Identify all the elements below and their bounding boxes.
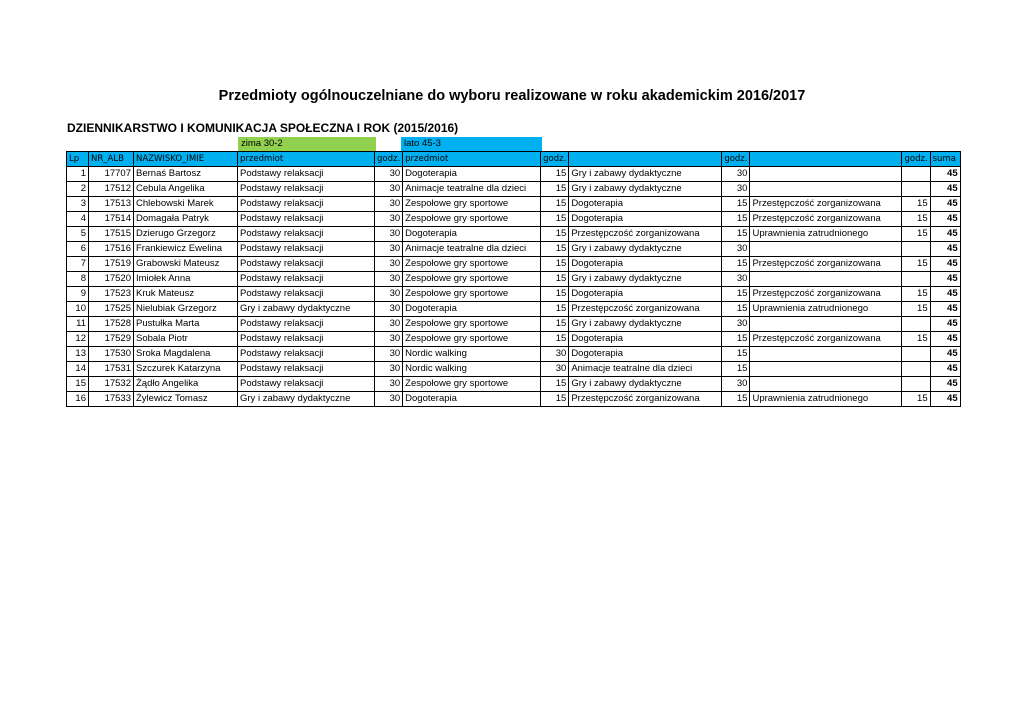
cell-hours-2: 15 — [541, 182, 569, 197]
cell-subject-4 — [750, 377, 902, 392]
season-summer-label: lato 45-3 — [401, 137, 542, 151]
cell-subject-4: Uprawnienia zatrudnionego — [750, 227, 902, 242]
cell-hours-1: 30 — [375, 182, 403, 197]
cell-student-name: Chlebowski Marek — [134, 197, 238, 212]
cell-total: 45 — [930, 347, 960, 362]
table-row — [67, 347, 961, 362]
cell-subject-3: Dogoterapia — [569, 197, 722, 212]
cell-student-name: Dzierugo Grzegorz — [134, 227, 238, 242]
cell-lp: 16 — [67, 392, 89, 407]
cell-hours-1: 30 — [375, 257, 403, 272]
table-row — [67, 242, 961, 257]
cell-nr-alb: 17525 — [89, 302, 134, 317]
cell-subject-3: Gry i zabawy dydaktyczne — [569, 167, 722, 182]
cell-nr-alb: 17532 — [89, 377, 134, 392]
cell-lp: 4 — [67, 212, 89, 227]
cell-lp: 11 — [67, 317, 89, 332]
cell-subject-4: Przestępczość zorganizowana — [750, 197, 902, 212]
cell-subject-4 — [750, 167, 902, 182]
cell-subject-1: Podstawy relaksacji — [238, 227, 375, 242]
cell-hours-3: 30 — [722, 167, 750, 182]
cell-hours-2: 15 — [541, 332, 569, 347]
cell-hours-4: 15 — [902, 392, 930, 407]
table-row — [67, 167, 961, 182]
cell-student-name: Domagała Patryk — [134, 212, 238, 227]
cell-nr-alb: 17533 — [89, 392, 134, 407]
table-row — [67, 317, 961, 332]
cell-lp: 7 — [67, 257, 89, 272]
cell-nr-alb: 17529 — [89, 332, 134, 347]
table-row — [67, 332, 961, 347]
cell-lp: 13 — [67, 347, 89, 362]
cell-hours-2: 15 — [541, 287, 569, 302]
header-przedmiot-1: przedmiot — [238, 152, 375, 167]
cell-subject-1: Podstawy relaksacji — [238, 167, 375, 182]
cell-student-name: Grabowski Mateusz — [134, 257, 238, 272]
cell-lp: 9 — [67, 287, 89, 302]
cell-lp: 12 — [67, 332, 89, 347]
cell-subject-2: Zespołowe gry sportowe — [403, 317, 541, 332]
cell-subject-2: Dogoterapia — [403, 167, 541, 182]
cell-nr-alb: 17531 — [89, 362, 134, 377]
cell-hours-3: 30 — [722, 182, 750, 197]
cell-nr-alb: 17516 — [89, 242, 134, 257]
cell-lp: 15 — [67, 377, 89, 392]
cell-hours-4: 15 — [902, 197, 930, 212]
cell-student-name: Szczurek Katarzyna — [134, 362, 238, 377]
cell-hours-4 — [902, 242, 930, 257]
cell-subject-2: Dogoterapia — [403, 227, 541, 242]
cell-total: 45 — [930, 212, 960, 227]
cell-nr-alb: 17519 — [89, 257, 134, 272]
cell-hours-3: 30 — [722, 377, 750, 392]
cell-subject-2: Zespołowe gry sportowe — [403, 332, 541, 347]
header-nazwisko-imie: NAZWISKO_IMIE — [134, 152, 238, 167]
cell-hours-3: 15 — [722, 332, 750, 347]
cell-subject-3: Gry i zabawy dydaktyczne — [569, 377, 722, 392]
cell-subject-3: Gry i zabawy dydaktyczne — [569, 182, 722, 197]
cell-subject-1: Podstawy relaksacji — [238, 182, 375, 197]
cell-hours-1: 30 — [375, 317, 403, 332]
cell-hours-1: 30 — [375, 272, 403, 287]
cell-hours-4 — [902, 167, 930, 182]
table-header-row — [67, 152, 961, 167]
header-godz-3: godz. — [722, 152, 750, 167]
cell-subject-1: Gry i zabawy dydaktyczne — [238, 392, 375, 407]
cell-hours-4 — [902, 377, 930, 392]
table-row — [67, 287, 961, 302]
cell-subject-1: Podstawy relaksacji — [238, 317, 375, 332]
cell-subject-2: Nordic walking — [403, 362, 541, 377]
cell-subject-2: Zespołowe gry sportowe — [403, 272, 541, 287]
season-winter-label: zima 30-2 — [238, 137, 376, 151]
cell-student-name: Kruk Mateusz — [134, 287, 238, 302]
cell-subject-2: Animacje teatralne dla dzieci — [403, 182, 541, 197]
cell-subject-4: Przestępczość zorganizowana — [750, 332, 902, 347]
cell-subject-1: Gry i zabawy dydaktyczne — [238, 302, 375, 317]
cell-subject-2: Zespołowe gry sportowe — [403, 197, 541, 212]
cell-subject-2: Nordic walking — [403, 347, 541, 362]
table-row — [67, 182, 961, 197]
cell-hours-3: 15 — [722, 197, 750, 212]
cell-subject-1: Podstawy relaksacji — [238, 377, 375, 392]
table-row — [67, 227, 961, 242]
cell-student-name: Pustułka Marta — [134, 317, 238, 332]
cell-nr-alb: 17514 — [89, 212, 134, 227]
header-nr-alb: NR_ALB — [89, 152, 134, 167]
cell-hours-3: 15 — [722, 257, 750, 272]
cell-subject-3: Przestępczość zorganizowana — [569, 227, 722, 242]
cell-hours-1: 30 — [375, 302, 403, 317]
cell-hours-2: 15 — [541, 212, 569, 227]
document-title: Przedmioty ogólnouczelniane do wyboru realizowane w roku akademickim 2016/2017 — [218, 88, 806, 104]
cell-total: 45 — [930, 167, 960, 182]
cell-subject-4 — [750, 317, 902, 332]
cell-subject-3: Dogoterapia — [569, 257, 722, 272]
cell-subject-4: Uprawnienia zatrudnionego — [750, 302, 902, 317]
cell-subject-2: Animacje teatralne dla dzieci — [403, 242, 541, 257]
header-suma: suma — [930, 152, 960, 167]
cell-nr-alb: 17520 — [89, 272, 134, 287]
cell-hours-4: 15 — [902, 227, 930, 242]
cell-student-name: Frankiewicz Ewelina — [134, 242, 238, 257]
cell-hours-4: 15 — [902, 287, 930, 302]
cell-nr-alb: 17512 — [89, 182, 134, 197]
cell-lp: 10 — [67, 302, 89, 317]
cell-subject-4 — [750, 242, 902, 257]
cell-student-name: Sobala Piotr — [134, 332, 238, 347]
cell-hours-4 — [902, 362, 930, 377]
cell-hours-3: 30 — [722, 242, 750, 257]
cell-nr-alb: 17515 — [89, 227, 134, 242]
cell-hours-3: 15 — [722, 287, 750, 302]
cell-total: 45 — [930, 257, 960, 272]
cell-hours-2: 15 — [541, 377, 569, 392]
cell-subject-2: Zespołowe gry sportowe — [403, 212, 541, 227]
cell-subject-1: Podstawy relaksacji — [238, 212, 375, 227]
cell-subject-4: Przestępczość zorganizowana — [750, 287, 902, 302]
cell-subject-3: Przestępczość zorganizowana — [569, 392, 722, 407]
cell-hours-1: 30 — [375, 332, 403, 347]
cell-nr-alb: 17528 — [89, 317, 134, 332]
cell-lp: 14 — [67, 362, 89, 377]
table-row — [67, 197, 961, 212]
table-row — [67, 392, 961, 407]
cell-lp: 1 — [67, 167, 89, 182]
cell-subject-3: Dogoterapia — [569, 332, 722, 347]
courses-table — [66, 151, 961, 407]
cell-hours-3: 30 — [722, 317, 750, 332]
cell-hours-1: 30 — [375, 197, 403, 212]
cell-subject-4: Przestępczość zorganizowana — [750, 257, 902, 272]
cell-subject-3: Dogoterapia — [569, 287, 722, 302]
cell-total: 45 — [930, 317, 960, 332]
cell-hours-3: 15 — [722, 302, 750, 317]
cell-subject-3: Dogoterapia — [569, 347, 722, 362]
cell-hours-1: 30 — [375, 287, 403, 302]
cell-lp: 3 — [67, 197, 89, 212]
cell-hours-4: 15 — [902, 302, 930, 317]
header-godz-4: godz. — [902, 152, 930, 167]
cell-hours-2: 15 — [541, 257, 569, 272]
cell-hours-2: 30 — [541, 362, 569, 377]
cell-nr-alb: 17513 — [89, 197, 134, 212]
cell-hours-1: 30 — [375, 227, 403, 242]
cell-subject-3: Przestępczość zorganizowana — [569, 302, 722, 317]
cell-total: 45 — [930, 362, 960, 377]
cell-subject-1: Podstawy relaksacji — [238, 257, 375, 272]
cell-subject-2: Dogoterapia — [403, 392, 541, 407]
cell-student-name: Sroka Magdalena — [134, 347, 238, 362]
cell-hours-2: 15 — [541, 302, 569, 317]
cell-subject-1: Podstawy relaksacji — [238, 362, 375, 377]
cell-hours-1: 30 — [375, 392, 403, 407]
cell-total: 45 — [930, 227, 960, 242]
cell-lp: 2 — [67, 182, 89, 197]
table-row — [67, 377, 961, 392]
table-row — [67, 302, 961, 317]
cell-subject-4: Przestępczość zorganizowana — [750, 212, 902, 227]
cell-hours-1: 30 — [375, 347, 403, 362]
cell-hours-2: 15 — [541, 242, 569, 257]
cell-hours-2: 15 — [541, 167, 569, 182]
cell-hours-1: 30 — [375, 242, 403, 257]
header-godz-1: godz. — [375, 152, 403, 167]
header-przedmiot-4 — [750, 152, 902, 167]
cell-subject-2: Zespołowe gry sportowe — [403, 257, 541, 272]
cell-subject-2: Dogoterapia — [403, 302, 541, 317]
cell-total: 45 — [930, 287, 960, 302]
cell-hours-2: 15 — [541, 197, 569, 212]
cell-subject-4 — [750, 347, 902, 362]
cell-lp: 5 — [67, 227, 89, 242]
cell-hours-4 — [902, 182, 930, 197]
cell-hours-2: 15 — [541, 272, 569, 287]
cell-student-name: Imiołek Anna — [134, 272, 238, 287]
cell-hours-1: 30 — [375, 362, 403, 377]
table-row — [67, 272, 961, 287]
cell-student-name: Cebula Angelika — [134, 182, 238, 197]
cell-total: 45 — [930, 182, 960, 197]
header-godz-2: godz. — [541, 152, 569, 167]
cell-hours-3: 15 — [722, 362, 750, 377]
cell-subject-1: Podstawy relaksacji — [238, 197, 375, 212]
cell-hours-1: 30 — [375, 167, 403, 182]
cell-hours-2: 15 — [541, 227, 569, 242]
cell-hours-4: 15 — [902, 332, 930, 347]
cell-hours-3: 15 — [722, 392, 750, 407]
cell-subject-3: Gry i zabawy dydaktyczne — [569, 272, 722, 287]
cell-nr-alb: 17530 — [89, 347, 134, 362]
cell-student-name: Żądło Angelika — [134, 377, 238, 392]
cell-hours-4: 15 — [902, 257, 930, 272]
cell-subject-2: Zespołowe gry sportowe — [403, 287, 541, 302]
cell-subject-4 — [750, 272, 902, 287]
cell-hours-3: 15 — [722, 227, 750, 242]
cell-hours-2: 30 — [541, 347, 569, 362]
cell-hours-1: 30 — [375, 212, 403, 227]
cell-subject-1: Podstawy relaksacji — [238, 287, 375, 302]
cell-hours-4 — [902, 272, 930, 287]
cell-subject-3: Dogoterapia — [569, 212, 722, 227]
cell-total: 45 — [930, 392, 960, 407]
table-row — [67, 257, 961, 272]
cell-student-name: Nielubiak Grzegorz — [134, 302, 238, 317]
cell-lp: 8 — [67, 272, 89, 287]
cell-hours-3: 15 — [722, 347, 750, 362]
cell-subject-1: Podstawy relaksacji — [238, 242, 375, 257]
document-subtitle: DZIENNIKARSTWO I KOMUNIKACJA SPOŁECZNA I ROK (2015/2016) — [67, 121, 459, 135]
cell-subject-1: Podstawy relaksacji — [238, 332, 375, 347]
cell-subject-3: Gry i zabawy dydaktyczne — [569, 242, 722, 257]
table-row — [67, 362, 961, 377]
cell-total: 45 — [930, 242, 960, 257]
header-przedmiot-2: przedmiot — [403, 152, 541, 167]
cell-hours-4 — [902, 347, 930, 362]
cell-subject-1: Podstawy relaksacji — [238, 347, 375, 362]
cell-hours-4 — [902, 317, 930, 332]
cell-subject-2: Zespołowe gry sportowe — [403, 377, 541, 392]
header-przedmiot-3 — [569, 152, 722, 167]
cell-total: 45 — [930, 332, 960, 347]
cell-hours-2: 15 — [541, 317, 569, 332]
cell-hours-4: 15 — [902, 212, 930, 227]
cell-subject-4 — [750, 362, 902, 377]
cell-subject-4 — [750, 182, 902, 197]
cell-nr-alb: 17523 — [89, 287, 134, 302]
cell-subject-4: Uprawnienia zatrudnionego — [750, 392, 902, 407]
cell-total: 45 — [930, 197, 960, 212]
cell-subject-1: Podstawy relaksacji — [238, 272, 375, 287]
cell-hours-2: 15 — [541, 392, 569, 407]
cell-hours-3: 15 — [722, 212, 750, 227]
table-row — [67, 212, 961, 227]
cell-lp: 6 — [67, 242, 89, 257]
cell-subject-3: Animacje teatralne dla dzieci — [569, 362, 722, 377]
cell-total: 45 — [930, 272, 960, 287]
cell-hours-3: 30 — [722, 272, 750, 287]
cell-total: 45 — [930, 377, 960, 392]
header-lp: Lp — [67, 152, 89, 167]
cell-student-name: Bernaś Bartosz — [134, 167, 238, 182]
cell-student-name: Żylewicz Tomasz — [134, 392, 238, 407]
cell-nr-alb: 17707 — [89, 167, 134, 182]
cell-total: 45 — [930, 302, 960, 317]
cell-subject-3: Gry i zabawy dydaktyczne — [569, 317, 722, 332]
cell-hours-1: 30 — [375, 377, 403, 392]
